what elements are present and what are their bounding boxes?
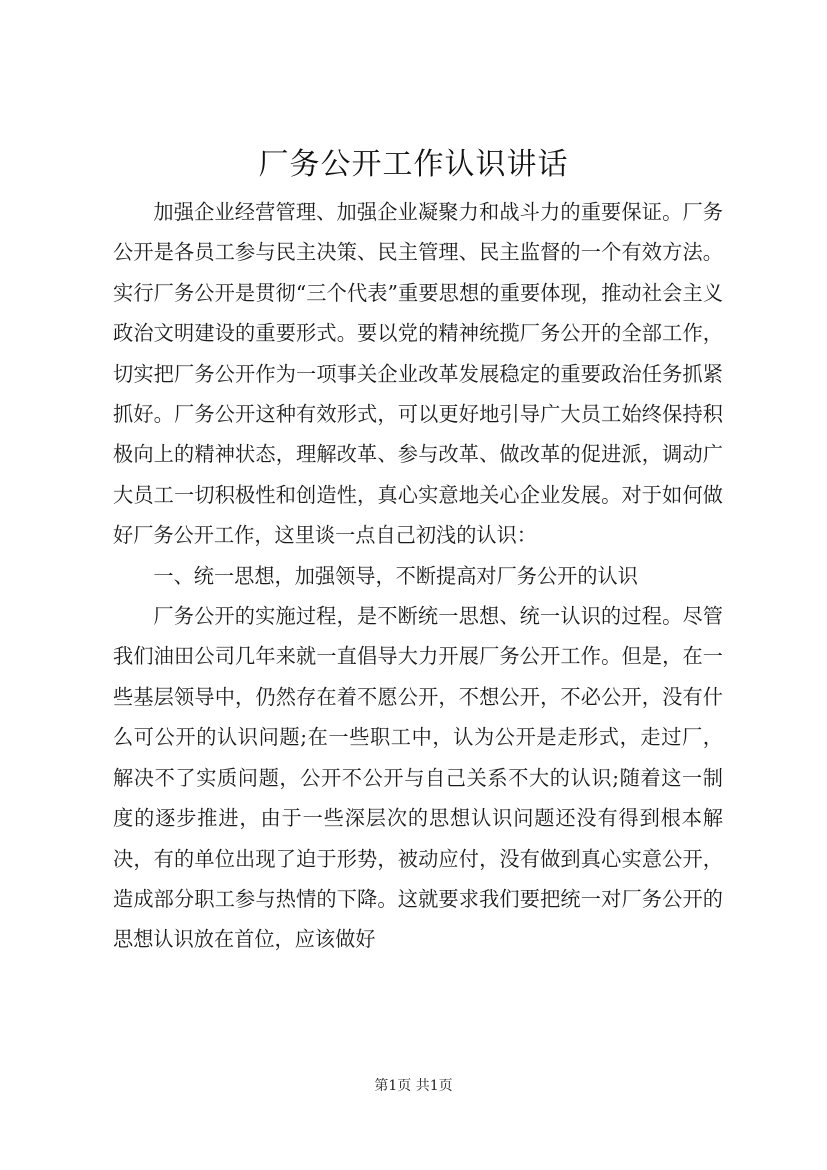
section-heading-1: 一、统一思想，加强领导，不断提高对厂务公开的认识: [153, 563, 638, 588]
page-footer: 第1页 共1页: [374, 1078, 453, 1094]
paragraph-section-1: 厂务公开的实施过程，是不断统一思想、统一认识的过程。尽管我们油田公司几年来就一直倡导大力开展厂务公开工作。但是，在一些基层领导中，仍然存在着不愿公开，不想公开，不必公开，没有什么可公开的认识问题;在一些职工中，认为公开是走形式，走过厂，解决不了实质问题，公开不公开与自己关系不大的认识;随着这一制度的逐步推进，由于一些深层次的思想认识问题还没有得到根本解决，有的单位出现了迫于形势，被动应付，没有做到真心实意公开，造成部分职工参与热情的下降。这就要求我们要把统一对厂务公开的思想认识放在首位，应该做好: [113, 604, 723, 952]
document-body: [113, 192, 723, 960]
paragraph-intro: 加强企业经营管理、加强企业凝聚力和战斗力的重要保证。厂务公开是各员工参与民主决策、民主管理、民主监督的一个有效方法。实行厂务公开是贯彻“三个代表”重要思想的重要体现，推动社会主义政治文明建设的重要形式。要以党的精神统揽厂务公开的全部工作，切实把厂务公开作为一项事关企业改革发展稳定的重要政治任务抓紧抓好。厂务公开这种有效形式，可以更好地引导广大员工始终保持积极向上的精神状态，理解改革、参与改革、做改革的促进派，调动广大员工一切积极性和创造性，真心实意地关心企业发展。对于如何做好厂务公开工作，这里谈一点自己初浅的认识：: [113, 200, 723, 548]
document-title: 厂务公开工作认识讲话: [258, 147, 569, 182]
